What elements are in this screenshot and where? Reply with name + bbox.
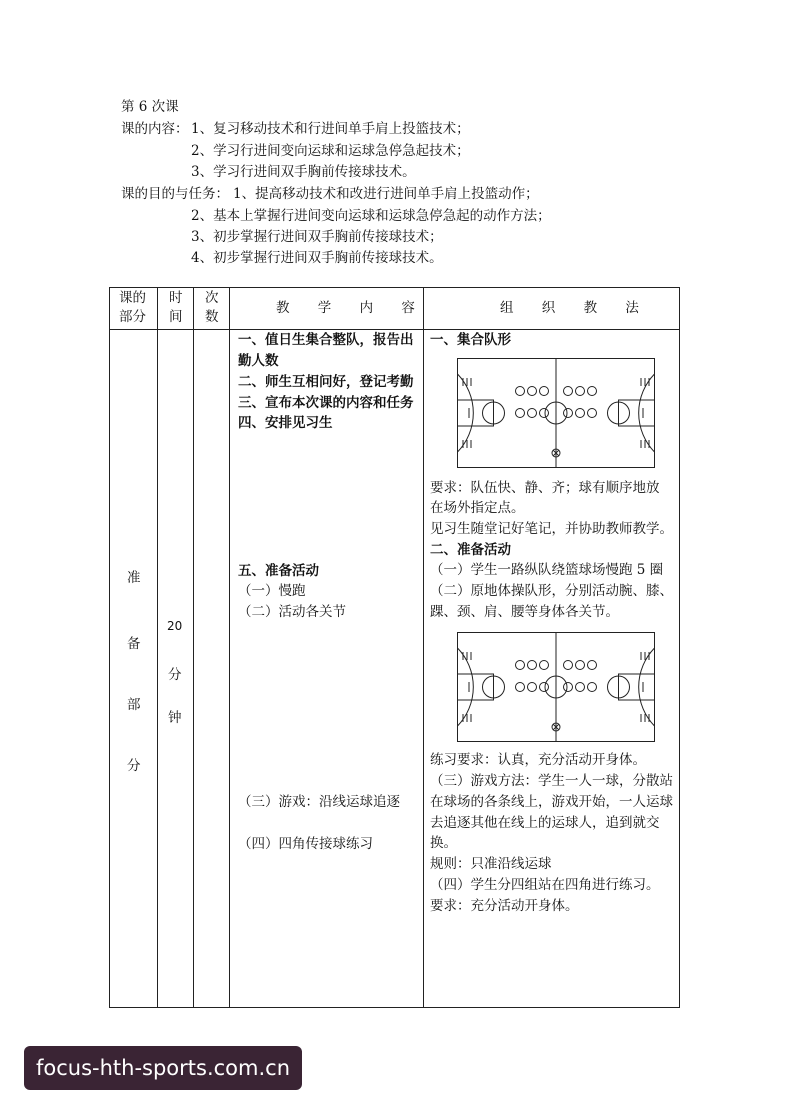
header-count: 次	[205, 290, 219, 306]
content-line: 二、师生互相问好，登记考勤	[238, 374, 414, 390]
content-line: 五、准备活动	[238, 563, 319, 579]
goal-item: 2、基本上掌握行进间变向运球和运球急停急起的动作方法；	[191, 208, 551, 224]
header-time: 时	[169, 290, 183, 306]
content-line: （三）游戏：沿线运球追逐	[238, 794, 400, 810]
table-border-right	[679, 287, 680, 1008]
content-line: 三、宣布本次课的内容和任务	[238, 395, 414, 411]
part-char: 部	[127, 697, 141, 713]
method-line: （二）原地体操队形，分别活动腕、膝、	[430, 583, 673, 599]
method-line: 在场外指定点。	[430, 500, 525, 516]
part-char: 分	[127, 758, 141, 774]
method-line: （三）游戏方法：学生一人一球，分散站	[430, 773, 673, 789]
header-time: 间	[169, 309, 183, 325]
header-part: 课的	[119, 290, 146, 306]
method-line: 见习生随堂记好笔记，并协助教师教学。	[430, 521, 673, 537]
content-line: （一）慢跑	[238, 583, 306, 599]
header-count: 数	[205, 309, 219, 325]
time-value: 20	[167, 619, 183, 633]
method-line: （四）学生分四组站在四角进行练习。	[430, 877, 660, 893]
goal-item: 1、提高移动技术和改进行进间单手肩上投篮动作；	[233, 186, 539, 202]
time-unit: 钟	[168, 710, 182, 726]
table-col-divider	[229, 287, 230, 1008]
header-method: 组 织 教 法	[500, 300, 651, 316]
content-line: （四）四角传接球练习	[238, 836, 373, 852]
method-line: 规则：只准沿线运球	[430, 856, 552, 872]
basketball-court-diagram	[457, 358, 655, 468]
method-line: 在球场的各条线上，游戏开始，一人运球	[430, 794, 673, 810]
watermark-link[interactable]: focus-hth-sports.com.cn	[24, 1046, 302, 1090]
content-item: 2、学习行进间变向运球和运球急停急起技术；	[191, 143, 470, 159]
content-label: 课的内容：	[121, 121, 189, 137]
table-header-divider	[109, 329, 680, 330]
method-line: 踝、颈、肩、腰等身体各关节。	[430, 604, 619, 620]
content-line: （二）活动各关节	[238, 604, 346, 620]
basketball-court-diagram	[457, 632, 655, 742]
method-line: 一、集合队形	[430, 332, 511, 348]
method-line: 换。	[430, 835, 457, 851]
header-part: 部分	[119, 309, 146, 325]
time-unit: 分	[168, 667, 182, 683]
table-border-left	[109, 287, 110, 1008]
part-char: 备	[127, 636, 141, 652]
content-item: 1、复习移动技术和行进间单手肩上投篮技术；	[191, 121, 470, 137]
method-line: 要求：队伍快、静、齐；球有顺序地放	[430, 480, 660, 496]
goal-label: 课的目的与任务：	[121, 186, 229, 202]
header-content: 教 学 内 容	[276, 300, 427, 316]
table-col-divider	[157, 287, 158, 1008]
content-line: 四、安排见习生	[238, 415, 333, 431]
goal-item: 3、初步掌握行进间双手胸前传接球技术；	[191, 229, 443, 245]
lesson-title: 第 6 次课	[121, 99, 179, 115]
table-border-bottom	[109, 1007, 680, 1008]
table-border-top	[109, 287, 680, 288]
method-line: （一）学生一路纵队绕篮球场慢跑 5 圈	[430, 562, 664, 578]
method-line: 去追逐其他在线上的运球人，追到就交	[430, 815, 660, 831]
content-item: 3、学习行进间双手胸前传接球技术。	[191, 164, 416, 180]
content-line: 一、值日生集合整队，报告出	[238, 332, 414, 348]
method-line: 练习要求：认真，充分活动开身体。	[430, 752, 646, 768]
content-line: 勤人数	[238, 353, 279, 369]
part-char: 准	[127, 570, 141, 586]
method-line: 要求：充分活动开身体。	[430, 898, 579, 914]
method-line: 二、准备活动	[430, 542, 511, 558]
goal-item: 4、初步掌握行进间双手胸前传接球技术。	[191, 250, 443, 266]
table-col-divider	[423, 287, 424, 1008]
table-col-divider	[193, 287, 194, 1008]
